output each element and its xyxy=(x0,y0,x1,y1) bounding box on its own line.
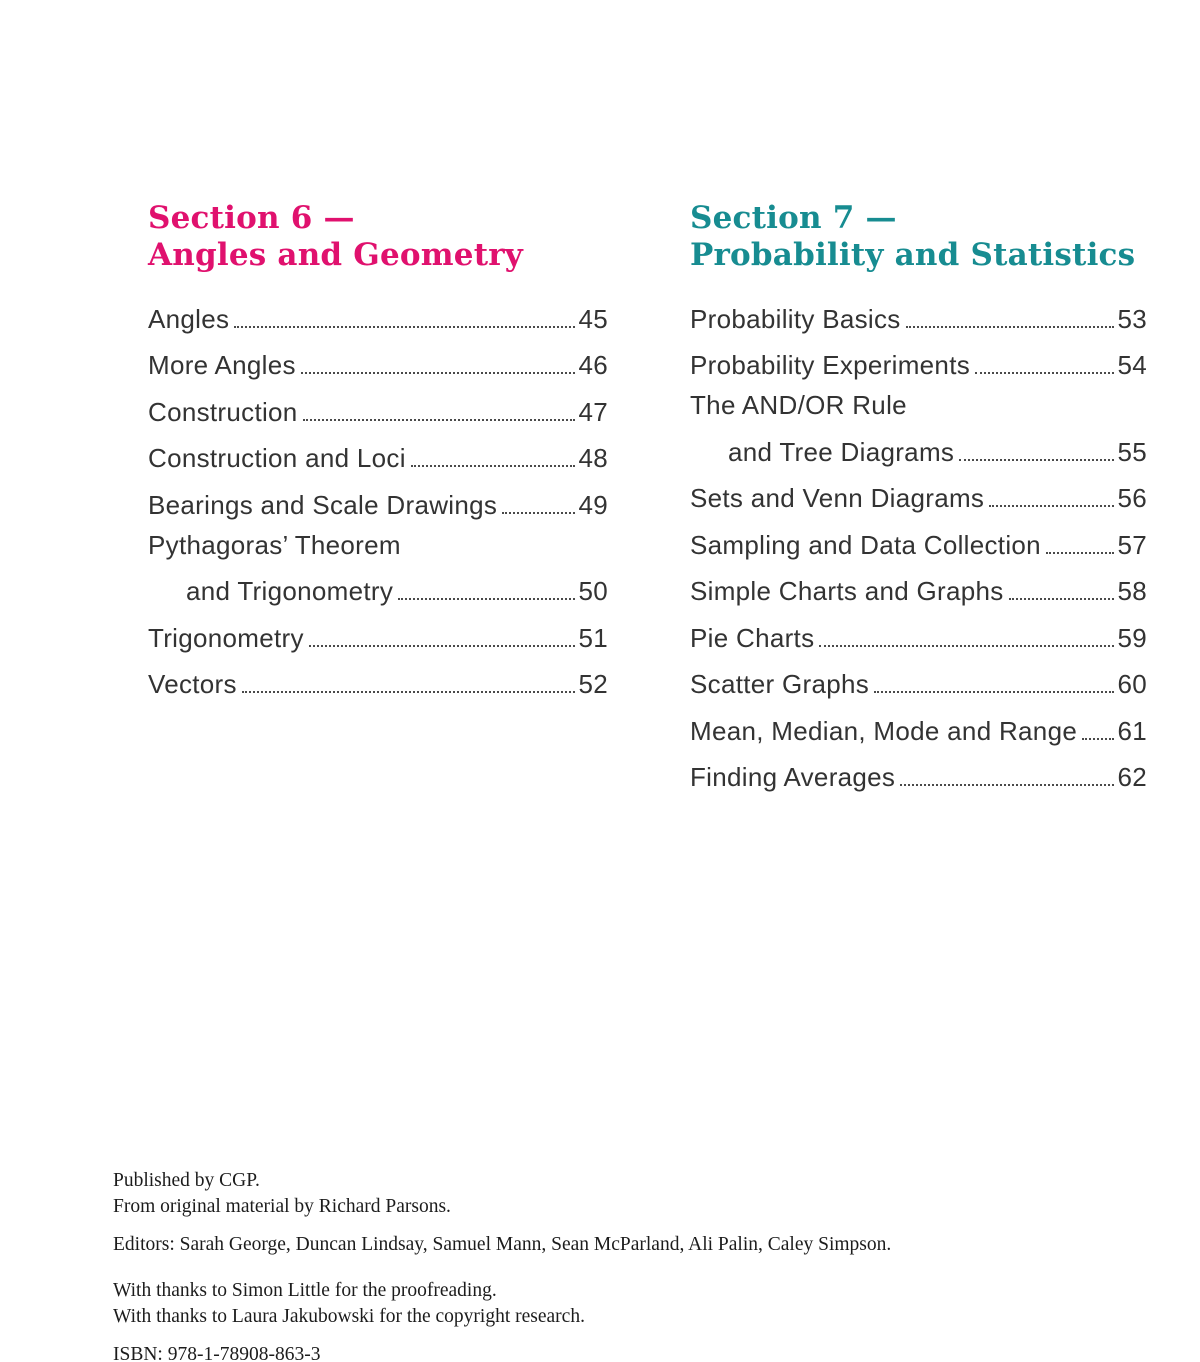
footer-line: ISBN: 978-1-78908-863-3 xyxy=(113,1344,321,1362)
toc-entry xyxy=(690,607,1147,654)
footer-line: Published by CGP. xyxy=(113,1170,260,1191)
toc-entry-label: and Tree Diagrams xyxy=(728,436,955,467)
toc-entry-row xyxy=(690,514,1147,561)
toc-entry xyxy=(690,514,1147,561)
toc-entry xyxy=(148,521,608,608)
toc-entry-label: Construction and Loci xyxy=(148,443,406,473)
toc-entry-row xyxy=(690,561,1147,608)
dot-leader xyxy=(242,691,576,693)
toc-entry xyxy=(148,654,608,701)
page-number: 60 xyxy=(1117,669,1147,699)
page-number: 51 xyxy=(578,622,608,653)
toc-entry xyxy=(690,335,1147,382)
dot-leader xyxy=(234,326,575,328)
section-title xyxy=(690,200,1147,274)
toc-entry xyxy=(148,335,608,382)
toc-entry xyxy=(148,474,608,521)
dot-leader xyxy=(989,505,1114,507)
toc-entry-label: Scatter Graphs xyxy=(690,669,870,699)
section-title-line2: Probability and Statistics xyxy=(690,237,1136,273)
dot-leader xyxy=(502,512,575,514)
dot-leader xyxy=(411,465,576,467)
toc-entry xyxy=(690,747,1147,794)
page-number: 54 xyxy=(1117,350,1147,380)
footer-line: Editors: Sarah George, Duncan Lindsay, Samuel Mann, Sean McParland, Ali Palin, Caley Simpson. xyxy=(113,1234,892,1255)
published-paragraph xyxy=(113,1168,1113,1220)
dot-leader xyxy=(874,691,1114,693)
thanks-paragraph xyxy=(113,1278,1113,1330)
toc-entry-row xyxy=(148,335,608,382)
toc-entry-row xyxy=(690,700,1147,747)
toc-entry-row xyxy=(690,335,1147,382)
page-number: 59 xyxy=(1117,622,1147,653)
toc-entry-label: Bearings and Scale Drawings xyxy=(148,489,498,520)
toc-entry-label: More Angles xyxy=(148,350,296,380)
section-title-line2: Angles and Geometry xyxy=(148,237,523,273)
toc-section-7 xyxy=(690,200,1147,793)
section-title-line1: Section 7 — xyxy=(690,200,897,236)
toc-entry-label: Pie Charts xyxy=(690,622,815,653)
toc-entry xyxy=(148,381,608,428)
toc-entry xyxy=(148,288,608,335)
dot-leader xyxy=(906,326,1115,328)
page-number: 47 xyxy=(578,396,608,427)
page-number: 50 xyxy=(578,576,608,606)
dot-leader xyxy=(1046,552,1115,554)
toc-entry-list xyxy=(690,288,1147,793)
toc-entry-row xyxy=(690,421,1147,468)
dot-leader xyxy=(1082,738,1114,740)
toc-entry-label: Simple Charts and Graphs xyxy=(690,576,1004,606)
toc-entry-label: Finding Averages xyxy=(690,762,896,792)
toc-entry-list xyxy=(148,288,608,700)
dot-leader xyxy=(398,598,575,600)
toc-entry-label: and Trigonometry xyxy=(186,576,394,606)
dot-leader xyxy=(959,459,1114,461)
footer-line: With thanks to Simon Little for the proofreading. xyxy=(113,1280,497,1301)
toc-entry xyxy=(690,468,1147,515)
dot-leader xyxy=(819,645,1114,647)
page-number: 45 xyxy=(578,303,608,334)
dot-leader xyxy=(303,419,576,421)
section-title-line1: Section 6 — xyxy=(148,200,355,236)
dot-leader xyxy=(309,645,576,647)
toc-entry-row xyxy=(148,381,608,428)
page-number: 56 xyxy=(1117,483,1147,513)
toc-entry-label: Trigonometry xyxy=(148,622,304,653)
toc-entry-label: Sampling and Data Collection xyxy=(690,529,1041,560)
dot-leader xyxy=(1009,598,1115,600)
dot-leader xyxy=(975,372,1114,374)
toc-section-6 xyxy=(148,200,608,700)
page-number: 58 xyxy=(1117,576,1147,606)
page-number: 61 xyxy=(1117,715,1147,746)
toc-entry-label: The AND/OR Rule xyxy=(690,390,907,420)
toc-entry-row xyxy=(148,561,608,608)
dot-leader xyxy=(900,784,1114,786)
toc-entry-label: Probability Experiments xyxy=(690,350,971,380)
page-number: 46 xyxy=(578,350,608,380)
toc-entry-row xyxy=(690,468,1147,515)
toc-entry xyxy=(148,607,608,654)
footer-line: With thanks to Laura Jakubowski for the copyright research. xyxy=(113,1306,585,1327)
isbn-paragraph xyxy=(113,1342,1113,1362)
publisher-footer xyxy=(113,1168,1113,1362)
toc-entry-row xyxy=(148,654,608,701)
footer-line: From original material by Richard Parsons. xyxy=(113,1196,451,1217)
toc-entry xyxy=(690,700,1147,747)
toc-entry-label: Pythagoras’ Theorem xyxy=(148,529,401,560)
page-number: 62 xyxy=(1117,762,1147,792)
toc-entry xyxy=(690,561,1147,608)
toc-entry-row xyxy=(148,428,608,475)
toc-entry xyxy=(690,654,1147,701)
toc-entry-label: Mean, Median, Mode and Range xyxy=(690,715,1078,746)
page-number: 52 xyxy=(578,669,608,699)
dot-leader xyxy=(301,372,576,374)
toc-entry-label: Sets and Venn Diagrams xyxy=(690,483,985,513)
editors-paragraph xyxy=(113,1232,1113,1258)
toc-entry xyxy=(690,288,1147,335)
page-number: 48 xyxy=(578,443,608,473)
toc-entry-label: Construction xyxy=(148,396,298,427)
toc-entry-row xyxy=(690,654,1147,701)
toc-entry-row xyxy=(690,288,1147,335)
toc-entry-row xyxy=(690,607,1147,654)
toc-entry-row xyxy=(148,474,608,521)
page-number: 53 xyxy=(1117,303,1147,334)
page-number: 49 xyxy=(578,489,608,520)
toc-entry-row xyxy=(690,747,1147,794)
toc-entry xyxy=(148,428,608,475)
toc-entry-label: Vectors xyxy=(148,669,237,699)
toc-entry-label: Angles xyxy=(148,303,230,334)
page-number: 57 xyxy=(1117,529,1147,560)
section-title xyxy=(148,200,608,274)
toc-entry-label: Probability Basics xyxy=(690,303,901,334)
toc-entry xyxy=(690,381,1147,468)
page-number: 55 xyxy=(1117,436,1147,467)
toc-entry-row xyxy=(148,288,608,335)
toc-entry-row xyxy=(148,607,608,654)
